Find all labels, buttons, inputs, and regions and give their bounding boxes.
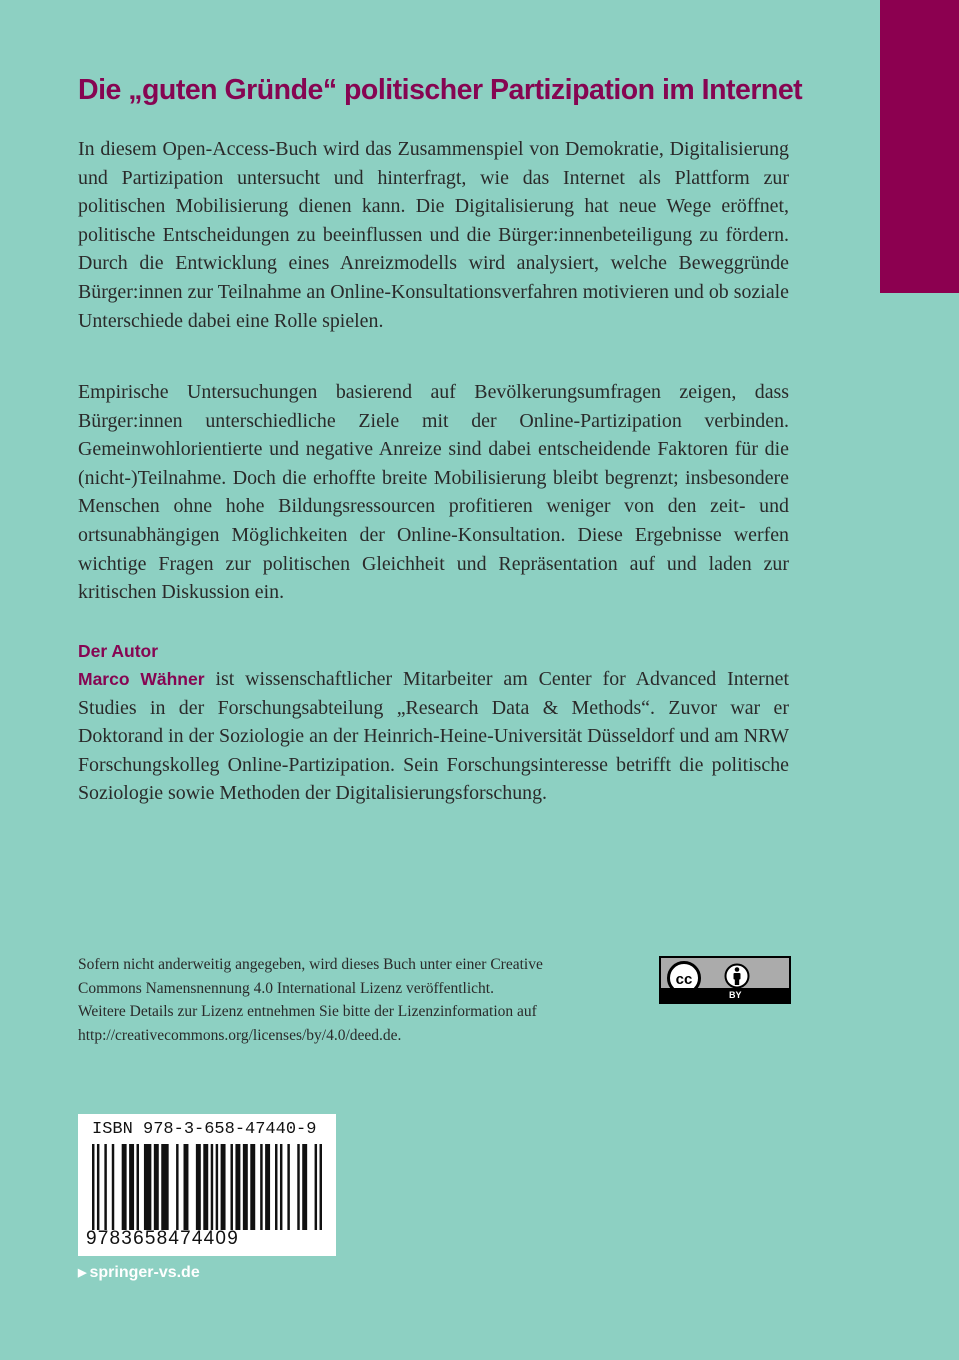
cc-by-label: BY	[729, 990, 742, 1000]
barcode-bar	[112, 1144, 114, 1230]
barcode-bar	[297, 1144, 299, 1230]
barcode-bar	[184, 1144, 189, 1230]
cc-by-license-badge[interactable]	[659, 956, 791, 1004]
barcode-bar	[203, 1144, 208, 1230]
license-line: Commons Namensnennung 4.0 International Lizenz veröffentlicht.	[78, 979, 494, 997]
barcode-bar	[320, 1144, 322, 1230]
barcode-bar	[196, 1144, 201, 1230]
barcode-bar	[211, 1144, 213, 1230]
isbn-barcode	[78, 1114, 336, 1256]
ean-digits: 9783658474409	[86, 1228, 239, 1249]
barcode-bar	[137, 1144, 139, 1230]
barcode-bar	[216, 1144, 218, 1230]
author-name: Marco Wähner	[78, 669, 205, 689]
barcode-bar	[250, 1144, 255, 1230]
barcode-bar	[97, 1144, 99, 1230]
license-line: Sofern nicht anderweitig angegeben, wird dieses Buch unter einer Creative	[78, 956, 543, 973]
barcode-bar	[154, 1144, 159, 1230]
barcode-bar	[104, 1144, 106, 1230]
barcode-bar	[161, 1144, 168, 1230]
license-line: Weitere Details zur Lizenz entnehmen Sie bitte der Lizenzinformation auf	[78, 1003, 537, 1020]
author-section	[78, 637, 789, 808]
arrow-right-icon: ▶	[78, 1267, 87, 1279]
isbn-number: ISBN 978-3-658-47440-9	[92, 1120, 317, 1139]
author-heading: Der Autor	[78, 641, 159, 661]
barcode-bar	[302, 1144, 307, 1230]
barcode-bar	[129, 1144, 134, 1230]
book-title: Die „guten Gründe“ politischer Partizipation im Internet	[78, 74, 803, 106]
barcode-icon	[92, 1144, 322, 1230]
barcode-bar	[287, 1144, 289, 1230]
barcode-bar	[243, 1144, 248, 1230]
barcode-bar	[176, 1144, 178, 1230]
publisher-website-link[interactable]	[78, 1262, 200, 1284]
color-accent-bar	[880, 0, 959, 293]
license-notice	[78, 953, 638, 1047]
barcode-bar	[265, 1144, 270, 1230]
barcode-bar	[280, 1144, 282, 1230]
barcode-bar	[221, 1144, 226, 1230]
license-url[interactable]: http://creativecommons.org/licenses/by/4.0/deed.de.	[78, 1026, 402, 1044]
barcode-bar	[230, 1144, 232, 1230]
description-paragraph-2: Empirische Untersuchungen basierend auf Bevölkerungsumfragen zeigen, dass Bürger:innen unterschiedliche Ziele mit der Online-Partizipation verbinden. Gemeinwohlorientierte und negative Anreize sind dabei entscheidende Faktoren für die (nicht-)Teilnahme. Doch die erhoffte breite Mobilisierung bleibt begrenzt; insbesondere Menschen ohne hohe Bildungsressourcen profitieren weniger von den zeit- und ortsunabhängigen Möglichkeiten der Online-Konsultation. Diese Ergebnisse werfen wichtige Fragen zur politischen Gleichheit und Repräsentation auf und laden zur kritischen Diskussion ein.	[78, 381, 789, 604]
barcode-bar	[235, 1144, 240, 1230]
barcode-bar	[275, 1144, 277, 1230]
author-bio	[78, 665, 789, 808]
barcode-bar	[260, 1144, 262, 1230]
barcode-bar	[122, 1144, 127, 1230]
barcode-bar	[315, 1144, 317, 1230]
cc-by-bar	[661, 988, 789, 1002]
author-bio-text: ist wissenschaftlicher Mitarbeiter am Center for Advanced Internet Studies in der Forschungsabteilung „Research Data & Methods“. Zuvor war er Doktorand in der Soziologie an der Heinrich-Heine-Universität Düsseldorf und am NRW Forschungskolleg Online-Partizipation. Sein Forschungsinteresse betrifft die politische Soziologie sowie Methoden der Digitalisierungsforschung.	[78, 668, 789, 805]
cc-logo-icon	[661, 958, 789, 988]
description-paragraph-1: In diesem Open-Access-Buch wird das Zusammenspiel von Demokratie, Digitalisierung und Partizipation untersucht und hinterfragt, wie das Internet als Plattform zur politischen Mobilisierung dienen kann. Die Digitalisierung hat neue Wege eröffnet, politische Entscheidungen zu beeinflussen und die Bürger:innenbeteiligung zu fördern. Durch die Entwicklung eines Anreizmodells wird analysiert, welche Beweggründe Bürger:innen zur Teilnahme an Online-Konsultationsverfahren motivieren und ob soziale Unterschiede dabei eine Rolle spielen.	[78, 138, 789, 332]
barcode-bar	[92, 1144, 94, 1230]
publisher-url[interactable]: springer-vs.de	[89, 1264, 200, 1281]
barcode-bar	[144, 1144, 151, 1230]
svg-text:cc: cc	[675, 971, 693, 988]
